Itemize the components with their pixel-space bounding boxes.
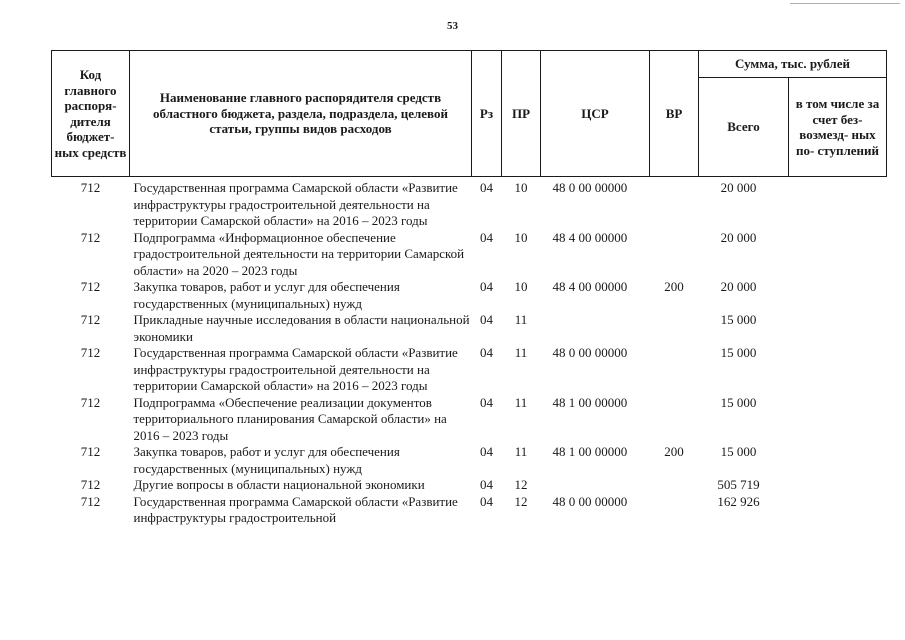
cell-total: 20 000 — [720, 229, 757, 245]
header-total: Всего — [699, 78, 789, 177]
cell-name: Подпрограмма «Информационное обеспечение градостроительной деятельности на территории Самарской области» на 2020 – 2023 годы — [133, 229, 465, 278]
cell-total: 15 000 — [720, 394, 757, 410]
cell-rz: 04 — [480, 345, 493, 360]
header-pr: ПР — [502, 51, 541, 177]
table-row — [52, 279, 887, 312]
cell-name: Прикладные научные исследования в области национальной экономики — [133, 312, 470, 344]
table-row — [52, 312, 887, 345]
cell-rz: 04 — [480, 180, 493, 195]
cell-vr: 200 — [664, 279, 684, 294]
cell-pr: 11 — [514, 312, 528, 327]
cell-vr — [650, 230, 699, 280]
header-name: Наименование главного распорядителя средств областного бюджета, раздела, подраздела, целевой статьи, группы видов расходов — [130, 51, 472, 177]
header-rz: Рз — [472, 51, 502, 177]
cell-rz: 04 — [480, 312, 493, 327]
cell-pr: 12 — [514, 493, 528, 509]
cell-code: 712 — [80, 180, 101, 195]
header-free: в том числе за счет без- возмезд- ных по- ступлений — [789, 78, 887, 177]
cell-rz: 04 — [480, 493, 493, 509]
cell-code: 712 — [80, 493, 101, 509]
budget-table — [51, 50, 887, 527]
cell-total: 20 000 — [720, 279, 757, 294]
top-rule — [790, 3, 900, 4]
cell-vr — [650, 312, 699, 345]
cell-csr — [541, 477, 650, 494]
cell-rz: 04 — [480, 444, 493, 459]
cell-total: 15 000 — [720, 444, 757, 459]
table-row — [52, 477, 887, 494]
cell-vr — [650, 395, 699, 445]
cell-name: Подпрограмма «Обеспечение реализации документов территориального планирования Самарской области» на 2016 – 2023 годы — [133, 394, 447, 443]
header-vr: ВР — [650, 51, 699, 177]
cell-csr: 48 4 00 00000 — [552, 229, 628, 245]
cell-free — [789, 177, 887, 230]
cell-rz: 04 — [480, 279, 493, 294]
cell-code: 712 — [80, 345, 101, 360]
cell-free — [789, 494, 887, 527]
cell-code: 712 — [80, 444, 101, 459]
cell-pr: 11 — [514, 394, 528, 410]
table-row — [52, 177, 887, 230]
cell-csr: 48 0 00 00000 — [552, 345, 628, 360]
cell-csr: 48 1 00 00000 — [552, 444, 628, 459]
cell-name: Закупка товаров, работ и услуг для обеспечения государственных (муниципальных) нужд — [133, 444, 400, 476]
cell-code: 712 — [80, 279, 101, 294]
table-row — [52, 444, 887, 477]
cell-free — [789, 395, 887, 445]
cell-rz: 04 — [480, 477, 493, 492]
cell-pr: 10 — [514, 229, 528, 245]
cell-csr: 48 1 00 00000 — [552, 394, 628, 410]
cell-free — [789, 345, 887, 395]
cell-free — [789, 477, 887, 494]
header-code: Код главного распоря- дителя бюджет- ных средств — [52, 51, 130, 177]
table-row — [52, 494, 887, 527]
cell-csr: 48 0 00 00000 — [552, 180, 628, 195]
cell-code: 712 — [80, 477, 101, 492]
cell-vr — [650, 477, 699, 494]
cell-total: 15 000 — [720, 345, 757, 360]
cell-csr: 48 4 00 00000 — [552, 279, 628, 294]
cell-rz: 04 — [480, 394, 493, 410]
cell-name: Государственная программа Самарской области «Развитие инфраструктуры градостроительной — [133, 493, 458, 525]
cell-code: 712 — [80, 394, 101, 410]
cell-csr — [541, 312, 650, 345]
table-row — [52, 230, 887, 280]
cell-name: Закупка товаров, работ и услуг для обеспечения государственных (муниципальных) нужд — [133, 279, 400, 311]
cell-free — [789, 230, 887, 280]
cell-free — [789, 312, 887, 345]
cell-pr: 12 — [514, 477, 528, 492]
cell-total: 505 719 — [717, 477, 760, 492]
cell-rz: 04 — [480, 229, 493, 245]
header-csr: ЦСР — [541, 51, 650, 177]
cell-vr — [650, 494, 699, 527]
cell-name: Государственная программа Самарской области «Развитие инфраструктуры градостроительной деятельности на территории Самарской области» на 2016 – 2023 годы — [133, 345, 458, 393]
cell-vr: 200 — [664, 444, 684, 459]
cell-pr: 11 — [514, 345, 528, 360]
cell-code: 712 — [80, 229, 101, 245]
cell-total: 15 000 — [720, 312, 757, 327]
cell-vr — [650, 177, 699, 230]
header-sum: Сумма, тыс. рублей — [699, 51, 887, 78]
cell-pr: 10 — [514, 279, 528, 294]
table-row — [52, 395, 887, 445]
cell-free — [789, 444, 887, 477]
cell-vr — [650, 345, 699, 395]
cell-total: 20 000 — [720, 180, 757, 195]
cell-code: 712 — [80, 312, 101, 327]
cell-total: 162 926 — [717, 493, 760, 509]
table-row — [52, 345, 887, 395]
cell-csr: 48 0 00 00000 — [552, 493, 628, 509]
cell-pr: 11 — [514, 444, 528, 459]
cell-name: Другие вопросы в области национальной экономики — [133, 477, 425, 492]
page-number: 53 — [447, 20, 458, 32]
cell-free — [789, 279, 887, 312]
cell-name: Государственная программа Самарской области «Развитие инфраструктуры градостроительной деятельности на территории Самарской области» на 2016 – 2023 годы — [133, 180, 458, 228]
cell-pr: 10 — [514, 180, 528, 195]
